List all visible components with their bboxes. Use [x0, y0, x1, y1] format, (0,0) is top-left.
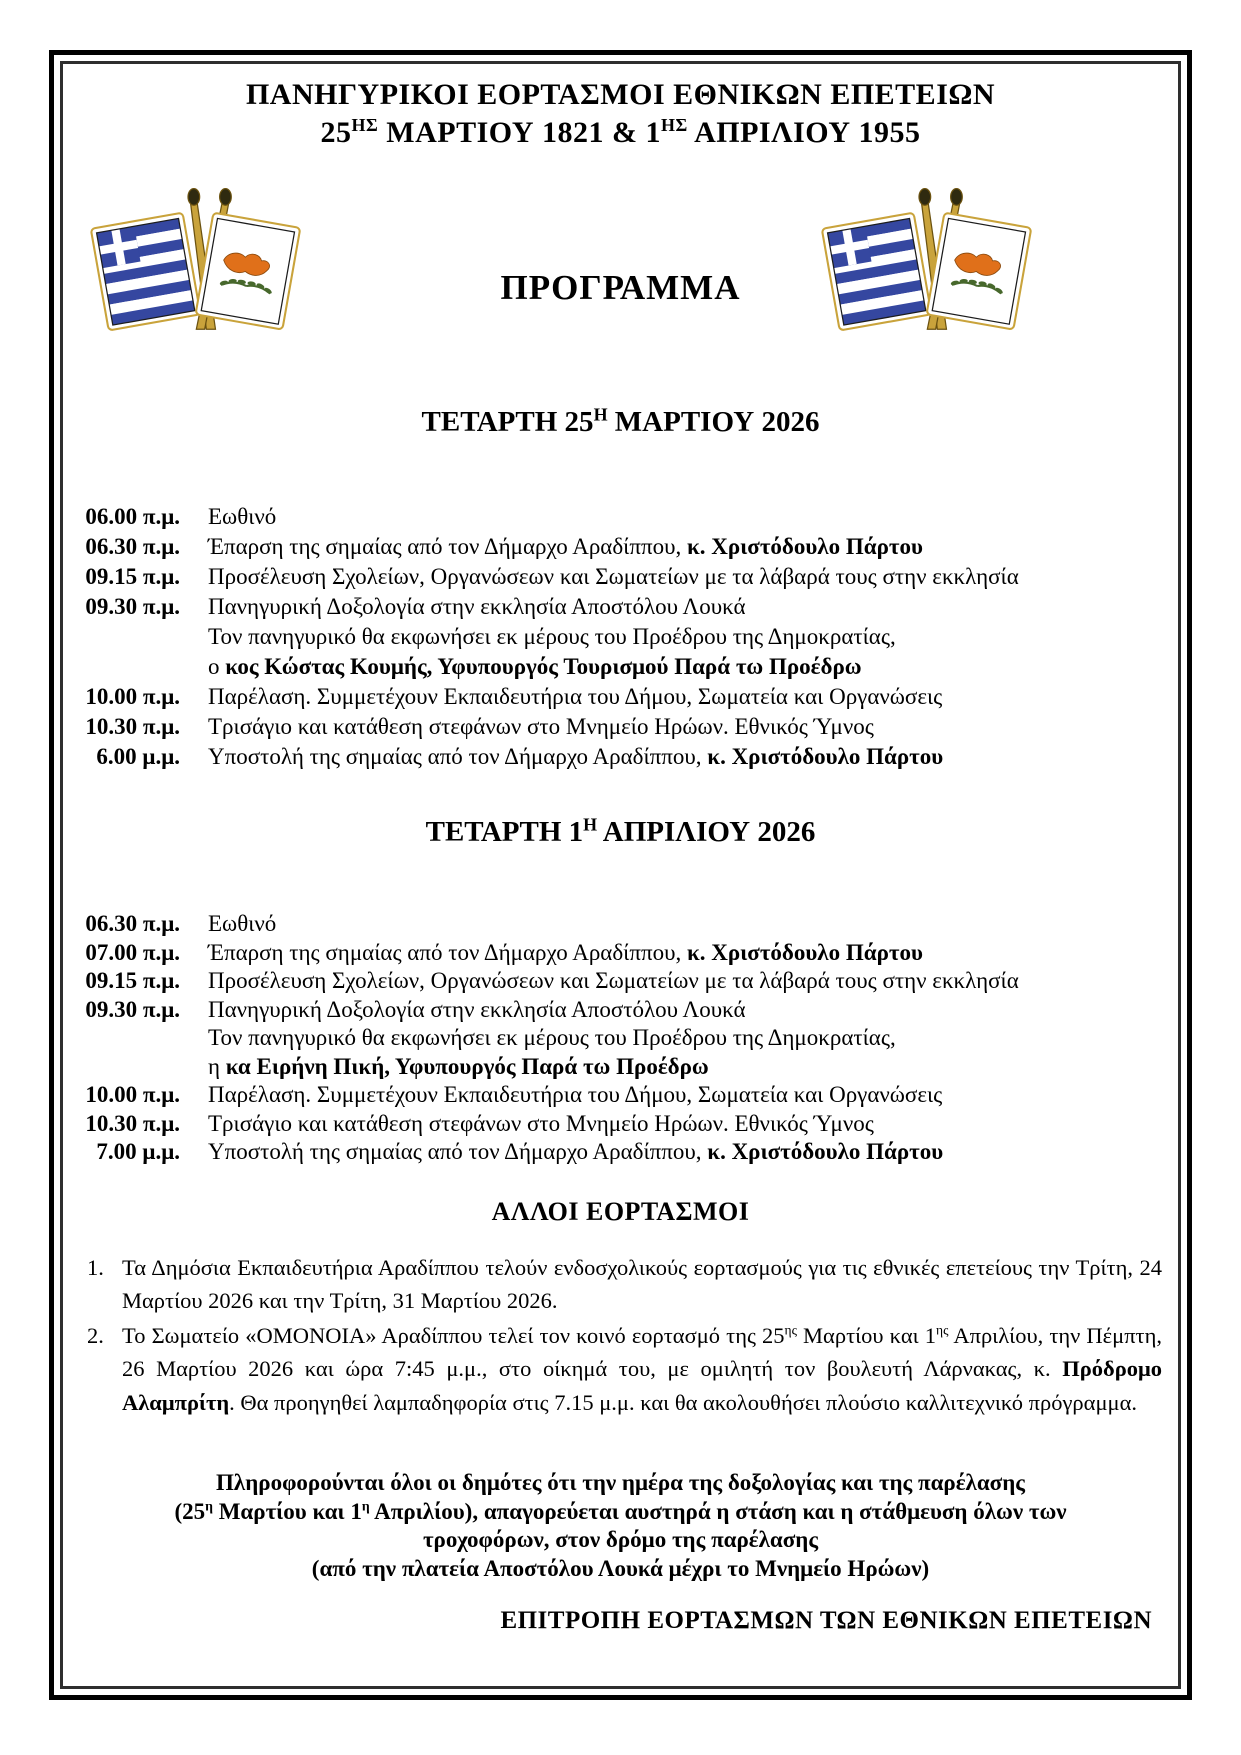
schedule-description: Έπαρση της σημαίας από τον Δήμαρχο Αραδίππου, κ. Χριστόδουλο Πάρτου [208, 534, 923, 559]
schedule-row [75, 1053, 1166, 1082]
notice-line: ($25^\eta$ Μαρτίου και $1^\eta$ Απριλίου), απαγορεύεται αυστηρά η στάση και η στάθμευση όλων των [174, 1497, 1067, 1524]
notice-line: τροχοφόρων, στον δρόμο της παρέλασης [422, 1527, 819, 1552]
schedule-row [75, 1024, 1166, 1053]
crossed-flags-icon [89, 168, 307, 344]
other-celebrations-heading: ΑΛΛΟΙ ΕΟΡΤΑΣΜΟΙ [491, 1196, 750, 1226]
schedule-description: Εωθινό [208, 911, 277, 936]
schedule-row [75, 996, 1166, 1025]
schedule-time [75, 652, 180, 682]
schedule-time: 10.30 π.μ. [85, 714, 180, 739]
schedule-description: Τον πανηγυρικό θα εκφωνήσει εκ μέρους του Προέδρου της Δημοκρατίας, [208, 1025, 896, 1050]
schedule-row [75, 652, 1166, 682]
other-celebrations-list [75, 1251, 1166, 1420]
schedule-time: 10.00 π.μ. [85, 1082, 180, 1107]
schedule-time: 06.30 π.μ. [85, 911, 180, 936]
schedule-description: Προσέλευση Σχολείων, Οργανώσεων και Σωματείων με τα λάβαρά τους στην εκκλησία [208, 968, 1019, 993]
schedule-row [75, 712, 1166, 742]
inner-border [60, 61, 1181, 1689]
schedule-description: Έπαρση της σημαίας από τον Δήμαρχο Αραδίππου, κ. Χριστόδουλο Πάρτου [208, 939, 923, 965]
schedule-description: ο κος Κώστας Κουμής, Υφυπουργός Τουρισμού Παρά τω Προέδρω [208, 654, 862, 679]
schedule-description: Υποστολή της σημαίας από τον Δήμαρχο Αραδίππου, κ. Χριστόδουλο Πάρτου [208, 1139, 944, 1164]
schedule-march [75, 502, 1166, 772]
schedule-row [75, 622, 1166, 652]
schedule-row [75, 939, 1166, 968]
list-item-text: Το Σωματείο «ΟΜΟΝΟΙΑ» Αραδίππου τελεί τον κοινό εορτασμό της $25^{\eta\varsigma}$ Μαρτίου και $1^{\eta\varsigma}$ Απριλίου, την Πέμπτη, 26 Μαρτίου 2026 και ώρα 7:45 μ.μ., στο οίκημά του, με ομιλητή τον βουλευτή Λάρνακας, κ. Πρόδρομο Αλαμπρίτη. Θα προηγηθεί λαμπαδηφορία στις 7.15 μ.μ. και θα ακολουθήσει πλούσιο καλλιτεχνικό πρόγραμμα. [122, 1322, 1162, 1415]
schedule-description: Πανηγυρική Δοξολογία στην εκκλησία Αποστόλου Λουκά [208, 996, 746, 1022]
schedule-heading-march: ΤΕΤΑΡΤΗ $25^H$ ΜΑΡΤΙΟΥ 2026 [421, 404, 820, 438]
schedule-description: Προσέλευση Σχολείων, Οργανώσεων και Σωματείων με τα λάβαρά τους στην εκκλησία [208, 564, 1019, 589]
list-item-number: 2. [87, 1322, 104, 1348]
schedule-row [75, 562, 1166, 592]
schedule-row [75, 1110, 1166, 1139]
list-item-text: Τα Δημόσια Εκπαιδευτήρια Αραδίππου τελούν ενδοσχολικούς εορτασμούς για τις εθνικές επετείους την Τρίτη, 24 Μαρτίου 2026 και την Τρίτη, 31 Μαρτίου 2026. [122, 1254, 1162, 1313]
schedule-time: 09.15 π.μ. [85, 968, 180, 993]
schedule-april [75, 910, 1166, 1167]
schedule-time: 09.15 π.μ. [85, 564, 180, 589]
schedule-description: Εωθινό [208, 504, 277, 529]
schedule-time: 09.30 π.μ. [85, 594, 180, 619]
document-content [63, 64, 1178, 1686]
outer-border [49, 50, 1192, 1700]
schedule-time: 10.00 π.μ. [85, 684, 180, 709]
committee-signature: ΕΠΙΤΡΟΠΗ ΕΟΡΤΑΣΜΩΝ ΤΩΝ ΕΘΝΙΚΩΝ ΕΠΕΤΕΙΩΝ [500, 1607, 1152, 1634]
schedule-row [75, 1138, 1166, 1167]
list-item [75, 1251, 1166, 1318]
schedule-time [75, 1024, 180, 1053]
schedule-row [75, 682, 1166, 712]
schedule-description: Παρέλαση. Συμμετέχουν Εκπαιδευτήρια του Δήμου, Σωματεία και Οργανώσεις [208, 684, 943, 709]
schedule-time: 10.30 π.μ. [85, 1110, 180, 1136]
schedule-time: 06.00 π.μ. [85, 504, 180, 529]
schedule-description: Υποστολή της σημαίας από τον Δήμαρχο Αραδίππου, κ. Χριστόδουλο Πάρτου [208, 744, 944, 769]
schedule-description: η κα Ειρήνη Πική, Υφυπουργός Παρά τω Προέδρω [208, 1053, 709, 1079]
schedule-time: 06.30 π.μ. [85, 534, 180, 559]
cyprus-flag [927, 213, 1032, 330]
schedule-description: Τρισάγιο και κατάθεση στεφάνων στο Μνημείο Ηρώων. Εθνικός Ύμνος [208, 1110, 874, 1136]
notice-line: (από την πλατεία Αποστόλου Λουκά μέχρι το Μνημείο Ηρώων) [311, 1555, 930, 1581]
schedule-row [75, 910, 1166, 939]
schedule-time: 6.00 μ.μ. [96, 744, 180, 769]
crossed-flags-icon [820, 168, 1038, 344]
document-title-line2: $25^{H\Sigma}$ ΜΑΡΤΙΟΥ 1821 & $1^{H\Sigma}$ ΑΠΡΙΛΙΟΥ 1955 [320, 115, 921, 149]
document-title-line1: ΠΑΝΗΓΥΡΙΚΟΙ ΕΟΡΤΑΣΜΟΙ ΕΘΝΙΚΩΝ ΕΠΕΤΕΙΩΝ [245, 78, 996, 111]
list-item [75, 1319, 1166, 1420]
list-item-number: 1. [87, 1254, 104, 1280]
flags-row [75, 168, 1166, 344]
schedule-description: Πανηγυρική Δοξολογία στην εκκλησία Αποστόλου Λουκά [208, 594, 746, 619]
program-heading: ΠΡΟΓΡΑΜΜΑ [500, 268, 741, 307]
schedule-description: Παρέλαση. Συμμετέχουν Εκπαιδευτήρια του Δήμου, Σωματεία και Οργανώσεις [208, 1082, 943, 1107]
schedule-row [75, 502, 1166, 532]
schedule-row [75, 532, 1166, 562]
schedule-time: 7.00 μ.μ. [96, 1139, 180, 1164]
greece-flag [822, 213, 932, 331]
schedule-heading-april: ΤΕΤΑΡΤΗ $1^H$ ΑΠΡΙΛΙΟΥ 2026 [425, 814, 816, 848]
schedule-row [75, 592, 1166, 622]
schedule-description: Τρισάγιο και κατάθεση στεφάνων στο Μνημείο Ηρώων. Εθνικός Ύμνος [208, 714, 874, 739]
schedule-description: Τον πανηγυρικό θα εκφωνήσει εκ μέρους του Προέδρου της Δημοκρατίας, [208, 624, 896, 649]
schedule-row [75, 1081, 1166, 1110]
schedule-time [75, 622, 180, 652]
schedule-row [75, 967, 1166, 996]
parking-notice [75, 1469, 1166, 1583]
schedule-time: 09.30 π.μ. [85, 996, 180, 1022]
schedule-row [75, 742, 1166, 772]
schedule-time: 07.00 π.μ. [85, 939, 180, 965]
schedule-time [75, 1053, 180, 1082]
document-title [75, 76, 1166, 152]
notice-line: Πληροφορούνται όλοι οι δημότες ότι την ημέρα της δοξολογίας και της παρέλασης [216, 1470, 1025, 1495]
